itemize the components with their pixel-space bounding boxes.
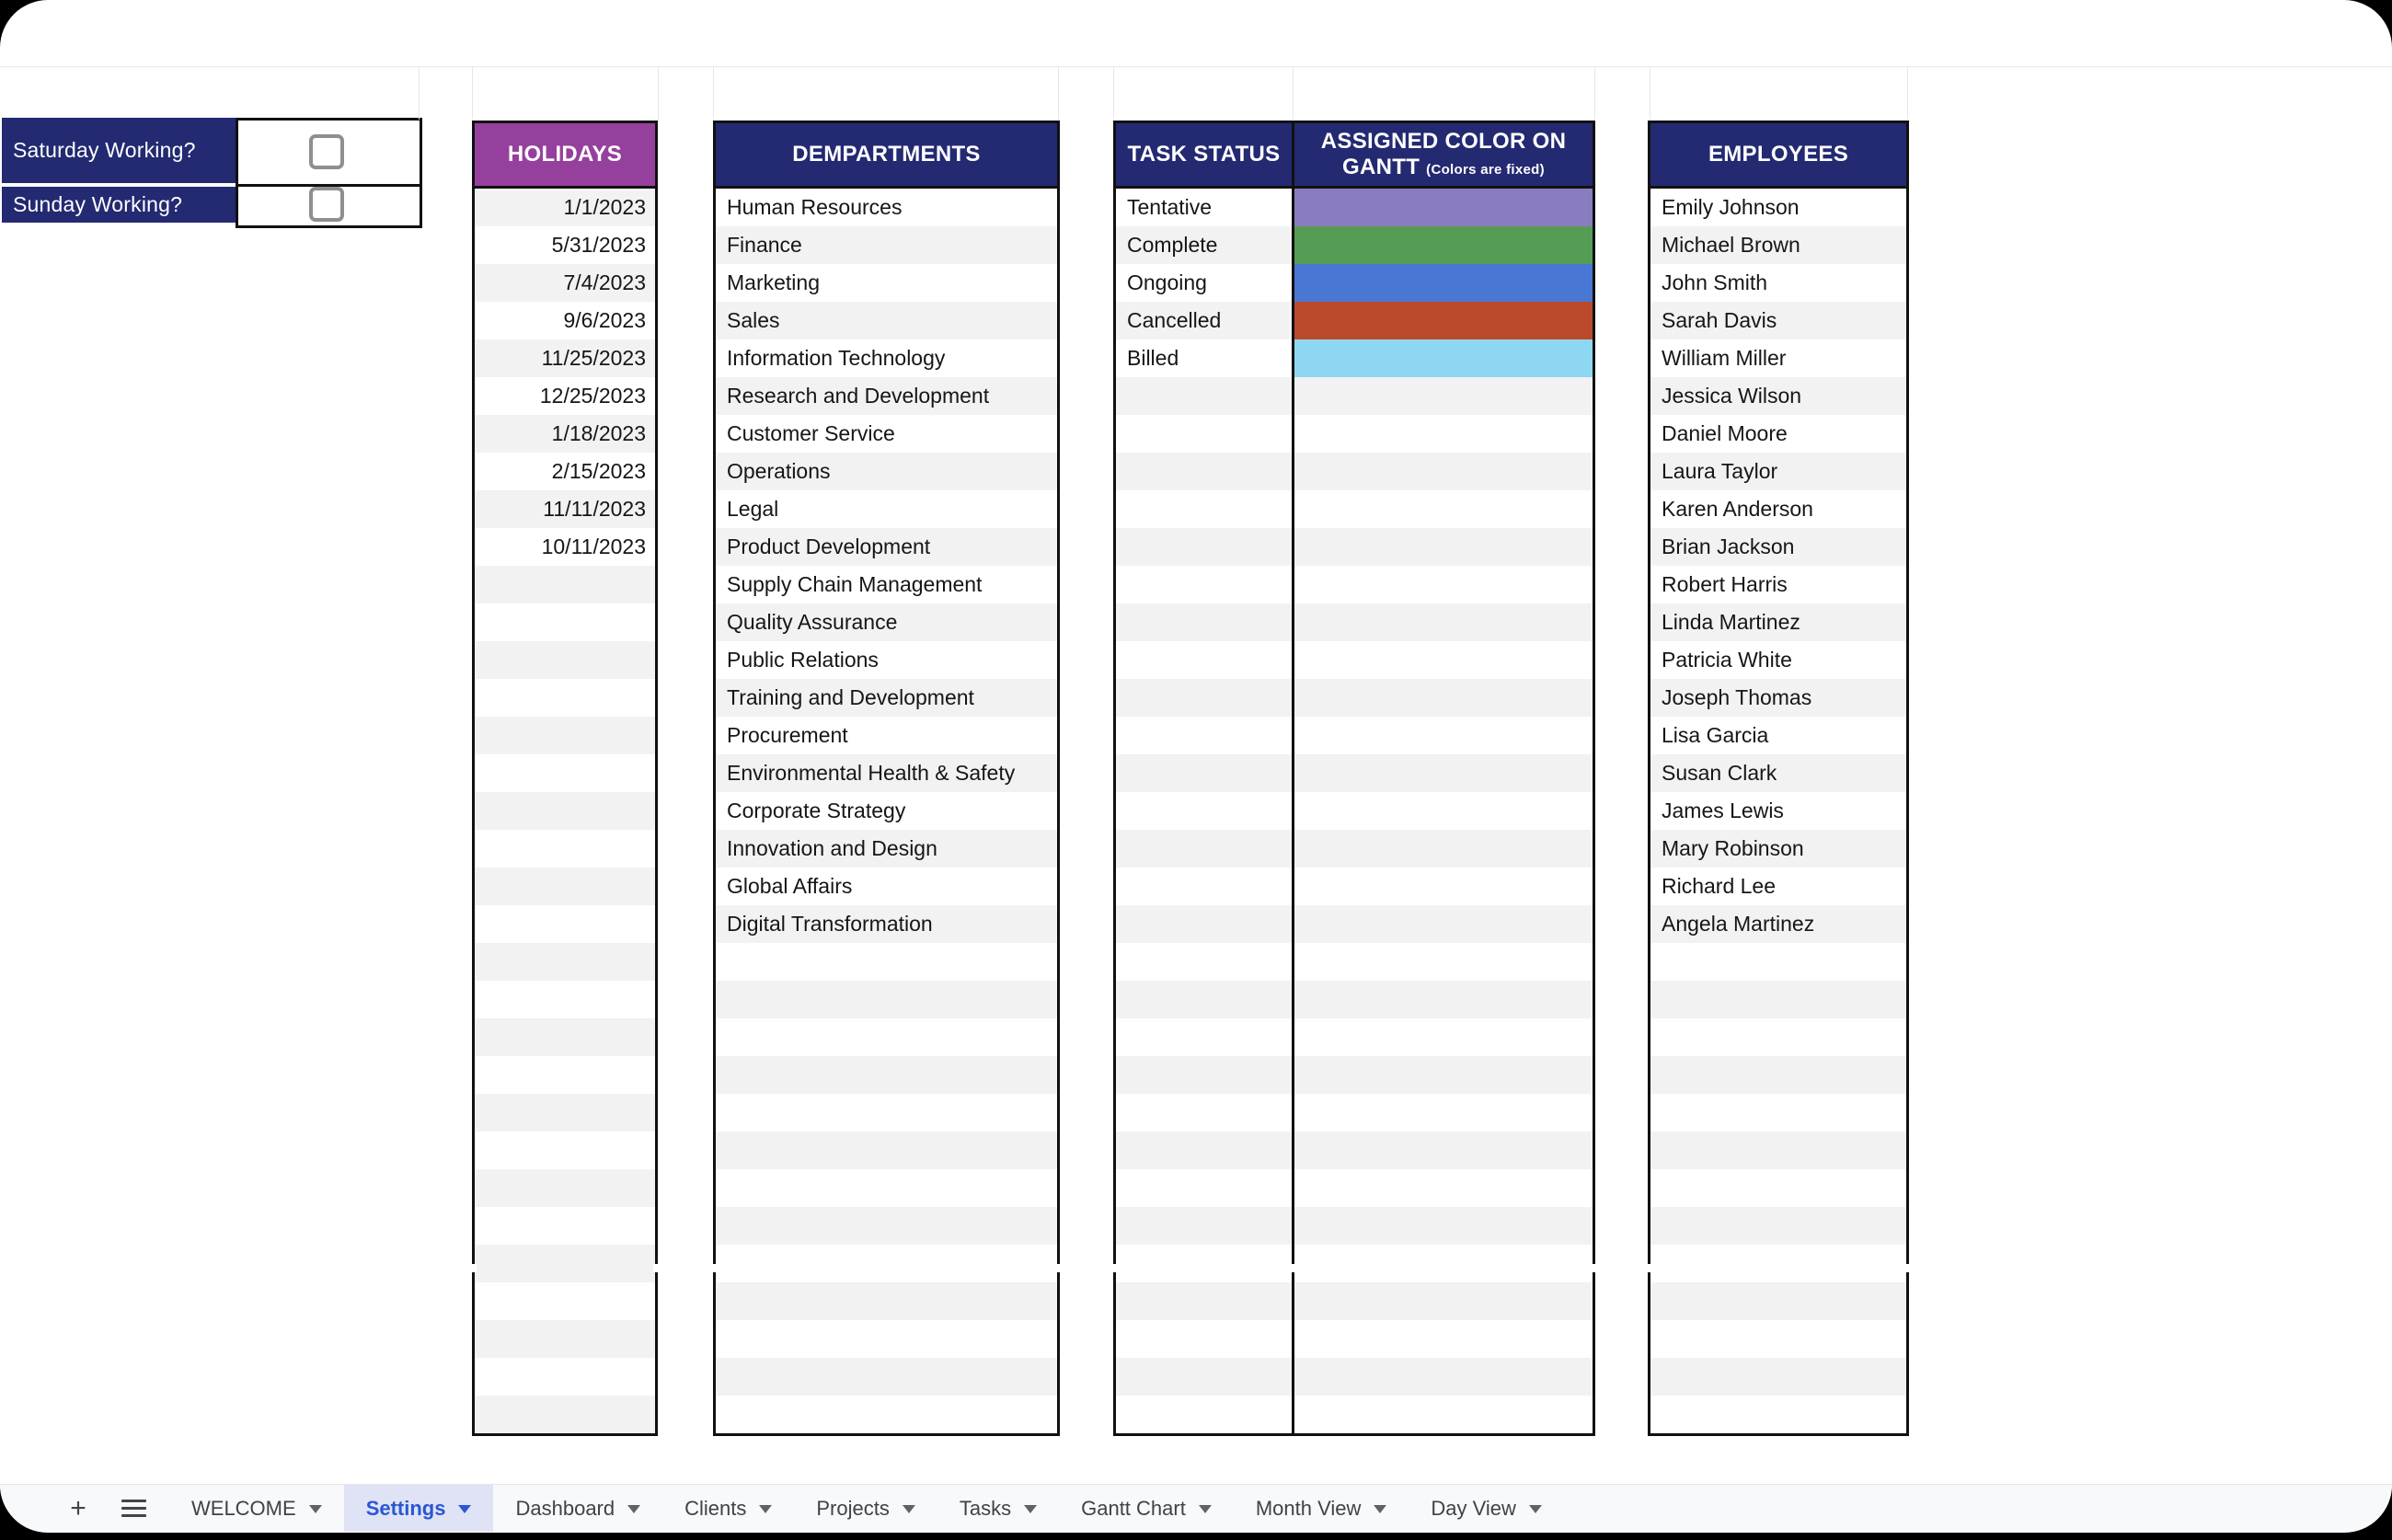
task-status-header[interactable] — [1116, 123, 1292, 189]
departments-row[interactable]: Digital Transformation — [716, 905, 1057, 943]
table-border-seam — [1591, 1264, 1597, 1272]
departments-row[interactable]: Marketing — [716, 264, 1057, 302]
gantt-colors-row[interactable] — [1294, 830, 1593, 868]
gantt-colors-note: (Colors are fixed) — [1426, 162, 1545, 178]
table-border-seam — [1111, 1264, 1118, 1272]
holidays-row[interactable]: 12/25/2023 — [475, 377, 655, 415]
saturday-working-checkbox[interactable] — [309, 134, 344, 169]
gantt-colors-row[interactable] — [1294, 943, 1593, 981]
holidays-row[interactable] — [475, 641, 655, 679]
task-status-row[interactable] — [1116, 905, 1292, 943]
task-status-row[interactable] — [1116, 1094, 1292, 1132]
employees-row[interactable] — [1650, 1282, 1906, 1320]
holidays-row[interactable] — [475, 1282, 655, 1320]
gantt-colors-row[interactable] — [1294, 603, 1593, 641]
sunday-working-checkbox[interactable] — [309, 187, 344, 222]
gantt-colors-row[interactable] — [1294, 1245, 1593, 1282]
task-status-row[interactable] — [1116, 679, 1292, 717]
employees-row[interactable]: William Miller — [1650, 339, 1906, 377]
employees-row[interactable] — [1650, 943, 1906, 981]
task-status-row[interactable] — [1116, 1282, 1292, 1320]
employees-table — [1648, 121, 1909, 1436]
gantt-colors-row[interactable] — [1294, 792, 1593, 830]
departments-row[interactable] — [716, 1018, 1057, 1056]
employees-row[interactable] — [1650, 1396, 1906, 1433]
holidays-row[interactable] — [475, 1396, 655, 1433]
employees-row[interactable]: Susan Clark — [1650, 754, 1906, 792]
gantt-colors-header[interactable] — [1294, 123, 1593, 189]
departments-row[interactable]: Innovation and Design — [716, 830, 1057, 868]
departments-row[interactable]: Environmental Health & Safety — [716, 754, 1057, 792]
sheet-tab-label: Day View — [1431, 1496, 1516, 1520]
task-status-row[interactable] — [1116, 1056, 1292, 1094]
employees-row[interactable]: Linda Martinez — [1650, 603, 1906, 641]
employees-row[interactable]: John Smith — [1650, 264, 1906, 302]
task-status-row[interactable] — [1116, 1245, 1292, 1282]
holidays-row[interactable]: 9/6/2023 — [475, 302, 655, 339]
sheet-tab-label: Gantt Chart — [1081, 1496, 1186, 1520]
sheet-tabbar — [0, 1484, 2392, 1532]
employees-row[interactable] — [1650, 1358, 1906, 1396]
holidays-row[interactable] — [475, 1207, 655, 1245]
holidays-row[interactable] — [475, 981, 655, 1018]
departments-row[interactable]: Product Development — [716, 528, 1057, 566]
task-status-row[interactable]: Complete — [1116, 226, 1292, 264]
employees-row[interactable] — [1650, 981, 1906, 1018]
sheet-tab-label: WELCOME — [191, 1496, 296, 1520]
gantt-colors-row[interactable] — [1294, 679, 1593, 717]
gantt-colors-row[interactable] — [1294, 264, 1593, 302]
sheet-tab-tasks[interactable] — [937, 1485, 1059, 1532]
task-status-row[interactable] — [1116, 943, 1292, 981]
sheet-tab-welcome[interactable] — [169, 1485, 344, 1532]
gantt-colors-title: ASSIGNED COLOR ON GANTT (Colors are fixed) — [1320, 129, 1567, 179]
task-status-row[interactable] — [1116, 1207, 1292, 1245]
task-status-row[interactable] — [1116, 717, 1292, 754]
departments-row[interactable]: Procurement — [716, 717, 1057, 754]
gantt-colors-row[interactable] — [1294, 1018, 1593, 1056]
employees-row[interactable]: Brian Jackson — [1650, 528, 1906, 566]
employees-row[interactable] — [1650, 1094, 1906, 1132]
sunday-working-text: Sunday Working? — [13, 192, 183, 216]
employees-row[interactable]: Richard Lee — [1650, 868, 1906, 905]
sheet-tab-label: Projects — [816, 1496, 890, 1520]
task-status-row[interactable] — [1116, 453, 1292, 490]
task-status-row[interactable] — [1116, 754, 1292, 792]
chevron-down-icon — [1024, 1505, 1037, 1513]
sheet-tab-label: Clients — [684, 1496, 747, 1520]
holidays-row[interactable] — [475, 1320, 655, 1358]
table-border-seam — [653, 1264, 660, 1272]
task-status-table — [1113, 121, 1294, 1436]
holidays-row[interactable] — [475, 717, 655, 754]
departments-row[interactable] — [716, 1094, 1057, 1132]
departments-title: DEMPARTMENTS — [792, 142, 981, 167]
saturday-working-text: Saturday Working? — [13, 138, 196, 162]
chevron-down-icon — [627, 1505, 640, 1513]
holidays-row[interactable] — [475, 603, 655, 641]
gridline-vertical — [1293, 67, 1294, 120]
table-border-seam — [1904, 1264, 1911, 1272]
holidays-row[interactable]: 1/1/2023 — [475, 189, 655, 226]
employees-row[interactable]: Karen Anderson — [1650, 490, 1906, 528]
task-status-row[interactable] — [1116, 1396, 1292, 1433]
gantt-colors-row[interactable] — [1294, 1207, 1593, 1245]
holidays-row[interactable]: 11/25/2023 — [475, 339, 655, 377]
gridline-horizontal — [0, 66, 2392, 67]
employees-row[interactable]: Emily Johnson — [1650, 189, 1906, 226]
holidays-title: HOLIDAYS — [507, 142, 623, 167]
task-status-row[interactable] — [1116, 830, 1292, 868]
departments-row[interactable] — [716, 1282, 1057, 1320]
gantt-colors-row[interactable] — [1294, 528, 1593, 566]
gantt-colors-row[interactable] — [1294, 754, 1593, 792]
menu-icon — [121, 1495, 146, 1522]
departments-row[interactable] — [716, 1207, 1057, 1245]
task-status-row[interactable] — [1116, 528, 1292, 566]
employees-row[interactable] — [1650, 1018, 1906, 1056]
gantt-colors-row[interactable] — [1294, 226, 1593, 264]
task-status-row[interactable] — [1116, 1358, 1292, 1396]
departments-row[interactable]: Research and Development — [716, 377, 1057, 415]
task-status-row[interactable] — [1116, 1018, 1292, 1056]
gantt-colors-row[interactable] — [1294, 717, 1593, 754]
employees-row[interactable]: Joseph Thomas — [1650, 679, 1906, 717]
chevron-down-icon — [1529, 1505, 1542, 1513]
departments-row[interactable]: Information Technology — [716, 339, 1057, 377]
task-status-row[interactable] — [1116, 1132, 1292, 1169]
sunday-working-label — [2, 187, 245, 223]
holidays-row[interactable] — [475, 1132, 655, 1169]
gantt-colors-row[interactable] — [1294, 490, 1593, 528]
employees-row[interactable] — [1650, 1320, 1906, 1358]
task-status-row[interactable]: Ongoing — [1116, 264, 1292, 302]
holidays-row[interactable] — [475, 754, 655, 792]
gridline-vertical — [1594, 67, 1595, 120]
sheet-tab-gantt-chart[interactable] — [1059, 1485, 1234, 1532]
gantt-colors-row[interactable] — [1294, 1132, 1593, 1169]
departments-row[interactable]: Customer Service — [716, 415, 1057, 453]
holidays-row[interactable] — [475, 830, 655, 868]
task-status-title: TASK STATUS — [1127, 142, 1281, 167]
holidays-header[interactable] — [475, 123, 655, 189]
sheet-tab-label: Tasks — [959, 1496, 1012, 1520]
holidays-row[interactable] — [475, 943, 655, 981]
departments-row[interactable]: Corporate Strategy — [716, 792, 1057, 830]
gridline-vertical — [658, 67, 659, 120]
employees-row[interactable]: Sarah Davis — [1650, 302, 1906, 339]
departments-row[interactable] — [716, 1358, 1057, 1396]
gantt-colors-row[interactable] — [1294, 1282, 1593, 1320]
departments-row[interactable]: Quality Assurance — [716, 603, 1057, 641]
departments-row[interactable]: Finance — [716, 226, 1057, 264]
departments-row[interactable]: Global Affairs — [716, 868, 1057, 905]
gantt-colors-row[interactable] — [1294, 189, 1593, 226]
holidays-row[interactable]: 1/18/2023 — [475, 415, 655, 453]
employees-row[interactable]: Michael Brown — [1650, 226, 1906, 264]
gantt-colors-row[interactable] — [1294, 1358, 1593, 1396]
gantt-colors-row[interactable] — [1294, 1056, 1593, 1094]
task-status-row[interactable]: Cancelled — [1116, 302, 1292, 339]
holidays-row[interactable]: 5/31/2023 — [475, 226, 655, 264]
departments-row[interactable] — [716, 1169, 1057, 1207]
employees-row[interactable]: James Lewis — [1650, 792, 1906, 830]
holidays-row[interactable]: 2/15/2023 — [475, 453, 655, 490]
holidays-row[interactable]: 7/4/2023 — [475, 264, 655, 302]
task-status-row[interactable] — [1116, 415, 1292, 453]
employees-row[interactable] — [1650, 1245, 1906, 1282]
sheet-tab-clients[interactable] — [662, 1485, 794, 1532]
task-status-row[interactable] — [1116, 377, 1292, 415]
employees-row[interactable]: Robert Harris — [1650, 566, 1906, 603]
holidays-row[interactable] — [475, 792, 655, 830]
chevron-down-icon — [1374, 1505, 1386, 1513]
table-border-seam — [470, 1264, 477, 1272]
chevron-down-icon — [458, 1505, 471, 1513]
employees-row[interactable] — [1650, 1169, 1906, 1207]
gantt-colors-row[interactable] — [1294, 1094, 1593, 1132]
departments-row[interactable]: Operations — [716, 453, 1057, 490]
gantt-colors-row[interactable] — [1294, 1169, 1593, 1207]
gridline-vertical — [713, 67, 714, 120]
holidays-row[interactable] — [475, 1094, 655, 1132]
gridline-vertical — [419, 67, 420, 120]
gantt-colors-row[interactable] — [1294, 1320, 1593, 1358]
holidays-table — [472, 121, 658, 1436]
departments-table — [713, 121, 1060, 1436]
departments-row[interactable] — [716, 1245, 1057, 1282]
departments-row[interactable] — [716, 1132, 1057, 1169]
chevron-down-icon — [759, 1505, 772, 1513]
employees-row[interactable]: Angela Martinez — [1650, 905, 1906, 943]
departments-row[interactable] — [716, 1396, 1057, 1433]
sheet-tab-projects[interactable] — [794, 1485, 937, 1532]
holidays-row[interactable] — [475, 566, 655, 603]
gantt-colors-row[interactable] — [1294, 868, 1593, 905]
departments-row[interactable]: Public Relations — [716, 641, 1057, 679]
departments-row[interactable] — [716, 943, 1057, 981]
departments-row[interactable]: Supply Chain Management — [716, 566, 1057, 603]
holidays-row[interactable] — [475, 1056, 655, 1094]
all-sheets-menu-button[interactable] — [112, 1488, 155, 1530]
gantt-colors-row[interactable] — [1294, 641, 1593, 679]
table-border-seam — [1646, 1264, 1652, 1272]
sheet-tab-label: Month View — [1255, 1496, 1362, 1520]
departments-row[interactable] — [716, 1056, 1057, 1094]
gantt-colors-row[interactable] — [1294, 566, 1593, 603]
sheet-tab-label: Settings — [365, 1496, 446, 1520]
task-status-row[interactable] — [1116, 1169, 1292, 1207]
sheet-tab-month-view[interactable] — [1234, 1485, 1409, 1532]
gridline-vertical — [472, 67, 473, 120]
holidays-row[interactable] — [475, 1358, 655, 1396]
employees-row[interactable]: Mary Robinson — [1650, 830, 1906, 868]
employees-row[interactable]: Patricia White — [1650, 641, 1906, 679]
gridline-vertical — [1907, 67, 1908, 120]
employees-row[interactable] — [1650, 1056, 1906, 1094]
holidays-row[interactable] — [475, 1245, 655, 1282]
sheet-tab-label: Dashboard — [515, 1496, 615, 1520]
holidays-row[interactable] — [475, 905, 655, 943]
saturday-working-label — [2, 118, 245, 183]
sheet-tab-settings[interactable] — [344, 1485, 494, 1532]
employees-title: EMPLOYEES — [1708, 142, 1849, 167]
add-sheet-button[interactable] — [57, 1488, 99, 1530]
departments-row[interactable]: Sales — [716, 302, 1057, 339]
task-status-row[interactable] — [1116, 603, 1292, 641]
holidays-row[interactable] — [475, 679, 655, 717]
chevron-down-icon — [903, 1505, 915, 1513]
holidays-row[interactable] — [475, 1018, 655, 1056]
employees-row[interactable]: Daniel Moore — [1650, 415, 1906, 453]
task-status-row[interactable]: Billed — [1116, 339, 1292, 377]
chevron-down-icon — [309, 1505, 322, 1513]
employees-row[interactable] — [1650, 1207, 1906, 1245]
gridline-vertical — [1113, 67, 1114, 120]
plus-icon: + — [70, 1492, 86, 1523]
employees-row[interactable]: Jessica Wilson — [1650, 377, 1906, 415]
gantt-colors-row[interactable] — [1294, 453, 1593, 490]
task-status-row[interactable] — [1116, 981, 1292, 1018]
gantt-colors-row[interactable] — [1294, 302, 1593, 339]
task-status-row[interactable] — [1116, 490, 1292, 528]
employees-row[interactable]: Lisa Garcia — [1650, 717, 1906, 754]
task-status-row[interactable] — [1116, 641, 1292, 679]
gantt-colors-row[interactable] — [1294, 377, 1593, 415]
departments-row[interactable]: Training and Development — [716, 679, 1057, 717]
gantt-colors-table — [1292, 121, 1595, 1436]
task-status-row[interactable] — [1116, 868, 1292, 905]
holidays-row[interactable]: 11/11/2023 — [475, 490, 655, 528]
gridline-vertical — [1058, 67, 1059, 120]
gantt-colors-row[interactable] — [1294, 905, 1593, 943]
task-status-row[interactable] — [1116, 1320, 1292, 1358]
departments-header[interactable] — [716, 123, 1057, 189]
task-status-row[interactable]: Tentative — [1116, 189, 1292, 226]
gantt-colors-row[interactable] — [1294, 1396, 1593, 1433]
chevron-down-icon — [1199, 1505, 1212, 1513]
gantt-colors-row[interactable] — [1294, 339, 1593, 377]
sheet-tab-dashboard[interactable] — [493, 1485, 662, 1532]
holidays-row[interactable]: 10/11/2023 — [475, 528, 655, 566]
departments-row[interactable] — [716, 1320, 1057, 1358]
holidays-row[interactable] — [475, 868, 655, 905]
departments-row[interactable]: Human Resources — [716, 189, 1057, 226]
task-status-row[interactable] — [1116, 792, 1292, 830]
employees-header[interactable] — [1650, 123, 1906, 189]
gantt-colors-row[interactable] — [1294, 981, 1593, 1018]
table-border-seam — [1290, 1264, 1296, 1272]
table-border-seam — [1055, 1264, 1062, 1272]
departments-row[interactable]: Legal — [716, 490, 1057, 528]
departments-row[interactable] — [716, 981, 1057, 1018]
employees-row[interactable] — [1650, 1132, 1906, 1169]
task-status-row[interactable] — [1116, 566, 1292, 603]
employees-row[interactable]: Laura Taylor — [1650, 453, 1906, 490]
holidays-row[interactable] — [475, 1169, 655, 1207]
table-border-seam — [711, 1264, 718, 1272]
gantt-colors-row[interactable] — [1294, 415, 1593, 453]
sheet-tab-day-view[interactable] — [1409, 1485, 1564, 1532]
